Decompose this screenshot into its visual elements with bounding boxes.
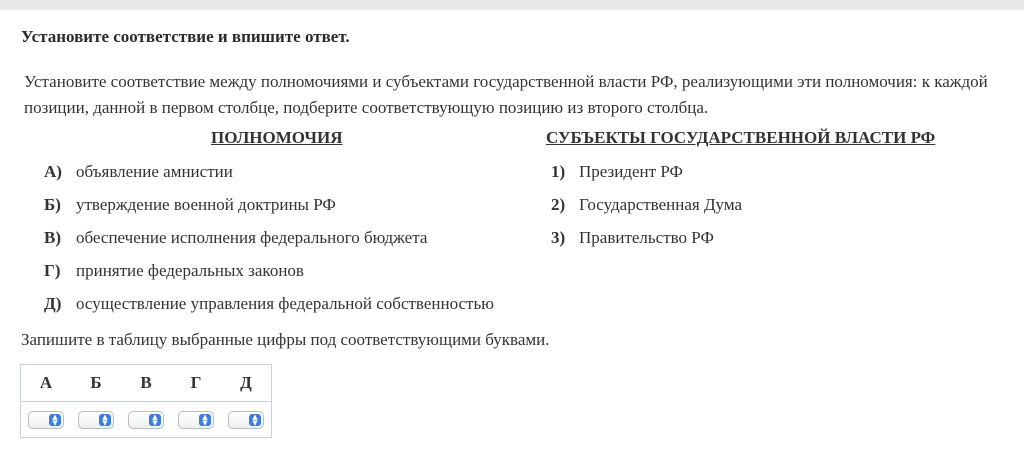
subject-key: 3) [551, 228, 566, 247]
power-item-v [44, 228, 427, 248]
subject-key: 2) [551, 195, 566, 214]
power-key: Г) [44, 261, 61, 280]
answer-header-v: В [121, 365, 171, 402]
answer-header-a: А [21, 365, 72, 402]
power-key: А) [44, 162, 62, 181]
answer-select-b[interactable] [78, 411, 114, 429]
power-key: Д) [44, 294, 62, 313]
subject-text: Президент РФ [579, 162, 683, 181]
power-text: обеспечение исполнения федерального бюджета [76, 228, 428, 247]
subject-item-2 [551, 195, 742, 215]
answer-instruction: Запишите в таблицу выбранные цифры под соответствующими буквами. [21, 330, 550, 349]
answer-cell-d [221, 402, 272, 438]
answer-cell-b [71, 402, 121, 438]
updown-chevron-icon: ▲ ▼ [149, 414, 161, 426]
power-key: Б) [44, 195, 61, 214]
answer-cell-a [21, 402, 72, 438]
subject-item-1 [551, 162, 683, 182]
answer-header-d: Д [221, 365, 272, 402]
power-item-g [44, 261, 304, 281]
task-title: Установите соответствие и впишите ответ. [21, 27, 350, 46]
subject-text: Правительство РФ [579, 228, 714, 247]
answer-cell-g [171, 402, 221, 438]
answer-select-d[interactable] [228, 411, 264, 429]
power-item-b [44, 195, 336, 215]
answer-table [20, 364, 272, 438]
power-item-d [44, 294, 494, 314]
task-intro: Установите соответствие между полномочиями и субъектами государственной власти РФ, реализующими эти полномочия: к каждой позиции, данной в первом столбце, подберите соответствующую позицию из второго столбца. [24, 72, 988, 117]
subject-item-3 [551, 228, 714, 248]
power-text: осуществление управления федеральной собственностью [76, 294, 494, 313]
power-text: утверждение военной доктрины РФ [76, 195, 336, 214]
updown-chevron-icon: ▲ ▼ [99, 414, 111, 426]
top-bar [0, 0, 1024, 10]
answer-select-row [21, 402, 272, 438]
power-key: В) [44, 228, 61, 247]
answer-select-g[interactable] [178, 411, 214, 429]
updown-chevron-icon: ▲ ▼ [49, 414, 61, 426]
power-text: принятие федеральных законов [76, 261, 304, 280]
subject-key: 1) [551, 162, 566, 181]
updown-chevron-icon: ▲ ▼ [199, 414, 211, 426]
powers-heading: ПОЛНОМОЧИЯ [211, 128, 343, 147]
power-item-a [44, 162, 233, 182]
answer-header-b: Б [71, 365, 121, 402]
subject-text: Государственная Дума [579, 195, 743, 214]
power-text: объявление амнистии [76, 162, 233, 181]
answer-header-g: Г [171, 365, 221, 402]
subjects-heading: СУБЪЕКТЫ ГОСУДАРСТВЕННОЙ ВЛАСТИ РФ [546, 128, 936, 147]
updown-chevron-icon: ▲ ▼ [249, 414, 261, 426]
answer-header-row [21, 365, 272, 402]
answer-select-a[interactable] [28, 411, 64, 429]
answer-select-v[interactable] [128, 411, 164, 429]
answer-cell-v [121, 402, 171, 438]
